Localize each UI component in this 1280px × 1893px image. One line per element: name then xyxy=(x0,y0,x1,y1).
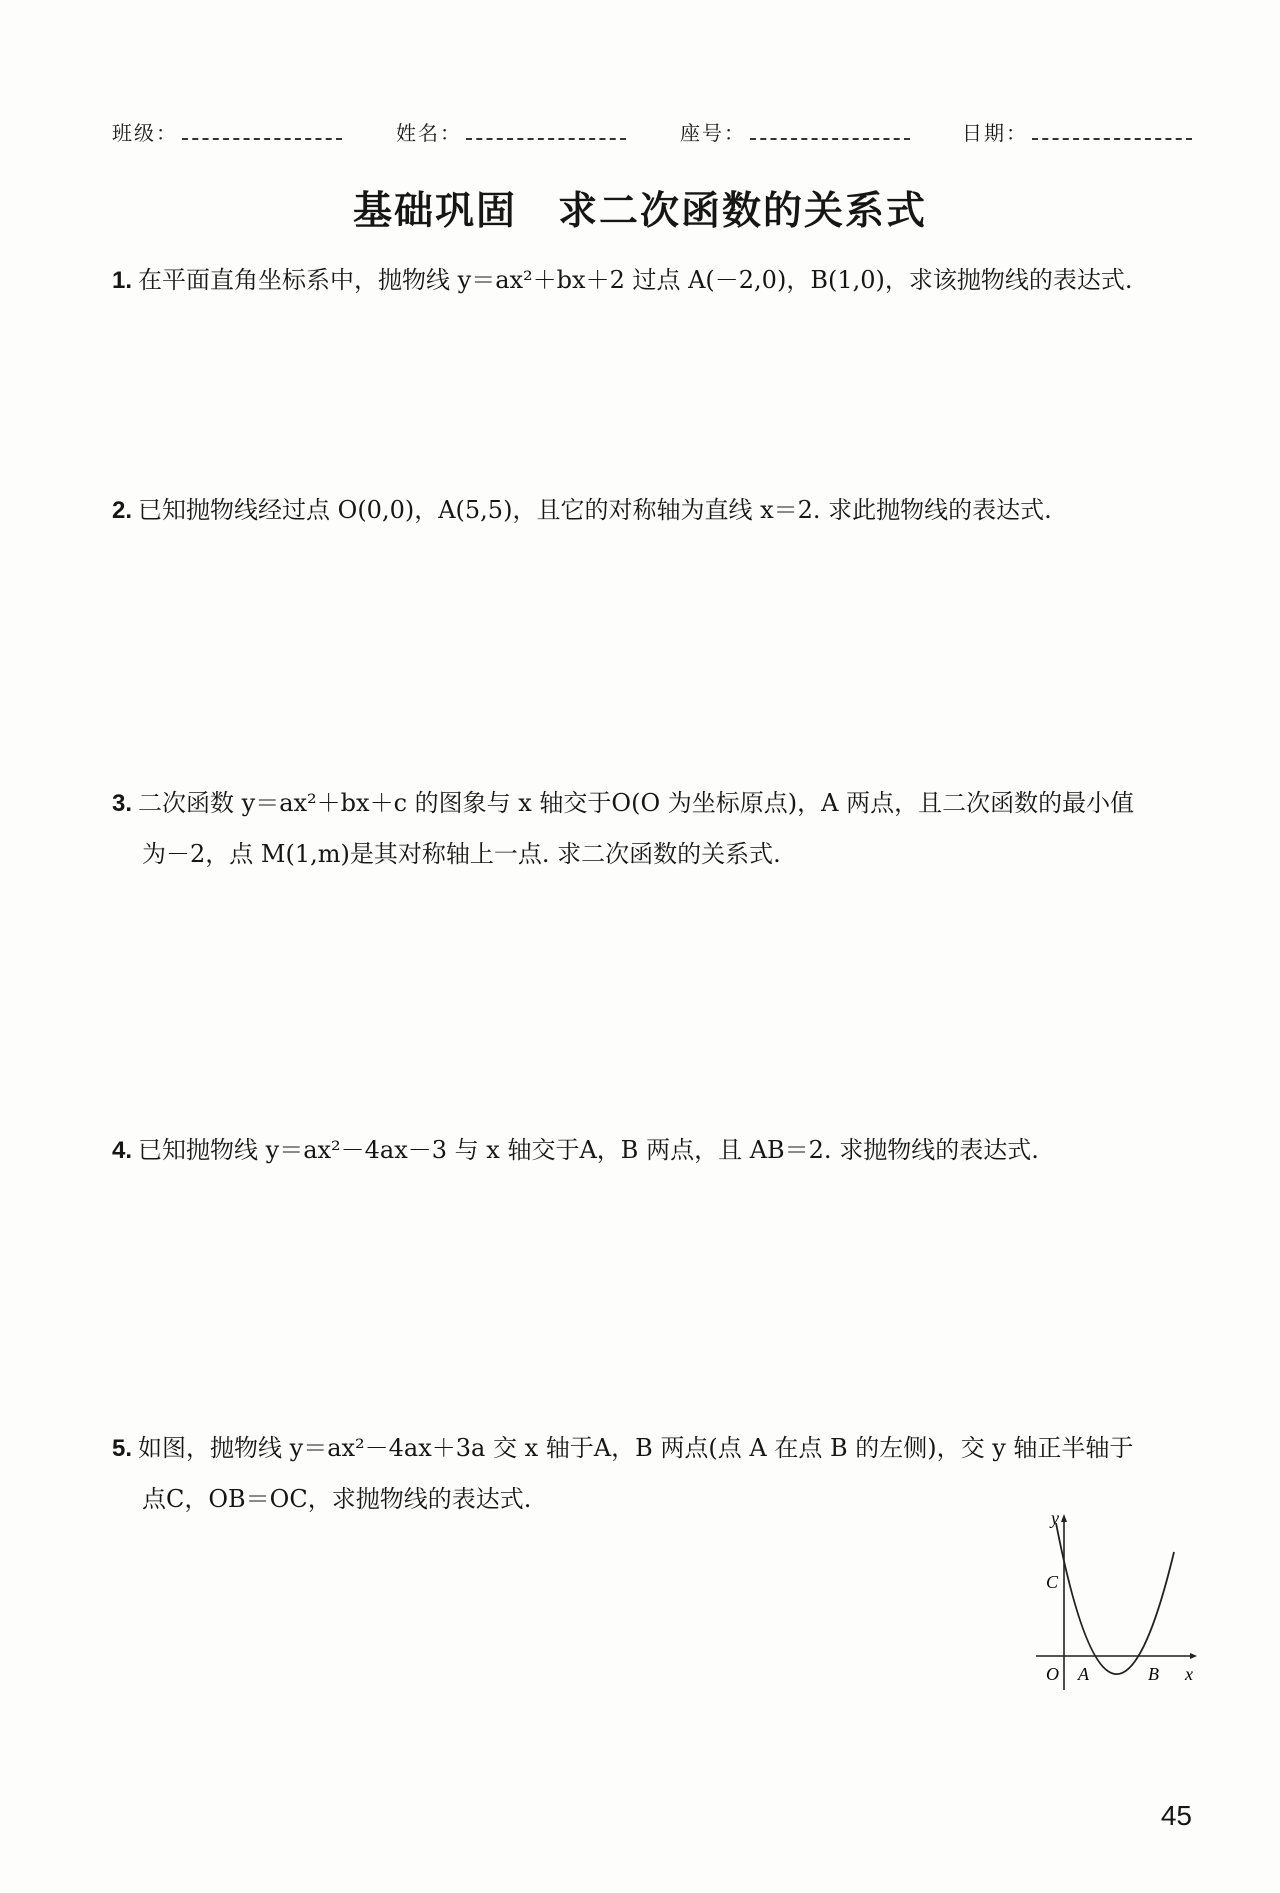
class-label: 班级： xyxy=(112,121,178,145)
x-axis-label: x xyxy=(1185,1664,1193,1684)
name-blank[interactable] xyxy=(466,120,626,140)
problem-number: 1. xyxy=(112,267,133,294)
problem-number: 5. xyxy=(112,1435,133,1462)
problem-text: 如图，抛物线 y＝ax²－4ax＋3a 交 x 轴于A，B 两点(点 A 在点 B 的左侧)，交 y 轴正半轴于 xyxy=(138,1434,1134,1462)
class-blank[interactable] xyxy=(182,120,342,140)
date-field xyxy=(962,117,1192,146)
problem-3 xyxy=(112,778,1192,879)
page-number: 45 xyxy=(1160,1800,1192,1831)
parabola-diagram xyxy=(1030,1510,1200,1690)
x-axis-arrow xyxy=(1190,1653,1197,1659)
origin-label: O xyxy=(1046,1664,1059,1684)
point-a-label: A xyxy=(1078,1664,1089,1684)
parabola-figure xyxy=(1030,1510,1200,1690)
problem-text-continued: 点C，OB＝OC，求抛物线的表达式. xyxy=(142,1485,532,1513)
seat-label: 座号： xyxy=(680,121,746,145)
date-blank[interactable] xyxy=(1032,120,1192,140)
problem-4 xyxy=(112,1125,1192,1176)
problem-text-continued: 为－2，点 M(1,m)是其对称轴上一点. 求二次函数的关系式. xyxy=(142,840,781,868)
problem-number: 2. xyxy=(112,497,133,524)
y-axis-arrow xyxy=(1061,1514,1067,1522)
name-label: 姓名： xyxy=(396,121,462,145)
problem-text: 在平面直角坐标系中，抛物线 y＝ax²＋bx＋2 过点 A(－2,0)，B(1,0)，求该抛物线的表达式. xyxy=(138,266,1133,294)
problem-1 xyxy=(112,255,1192,306)
date-label: 日期： xyxy=(962,121,1028,145)
y-axis-label: y xyxy=(1051,1510,1059,1528)
point-c-label: C xyxy=(1046,1572,1059,1592)
problem-5 xyxy=(112,1423,1192,1524)
problem-text: 二次函数 y＝ax²＋bx＋c 的图象与 x 轴交于O(O 为坐标原点)，A 两点，且二次函数的最小值 xyxy=(138,789,1135,817)
point-b-label: B xyxy=(1148,1664,1159,1684)
page-title: 基础巩固 求二次函数的关系式 xyxy=(352,189,927,234)
problem-text: 已知抛物线经过点 O(0,0)，A(5,5)，且它的对称轴为直线 x＝2. 求此抛物线的表达式. xyxy=(138,496,1052,524)
seat-blank[interactable] xyxy=(750,120,910,140)
problem-number: 4. xyxy=(112,1137,133,1164)
parabola-curve xyxy=(1056,1523,1174,1674)
problem-text: 已知抛物线 y＝ax²－4ax－3 与 x 轴交于A，B 两点，且 AB＝2. 求抛物线的表达式. xyxy=(138,1136,1039,1164)
problem-number: 3. xyxy=(112,790,133,817)
problem-2 xyxy=(112,485,1192,536)
name-field xyxy=(396,117,626,146)
seat-field xyxy=(680,117,910,146)
class-field xyxy=(112,117,342,146)
